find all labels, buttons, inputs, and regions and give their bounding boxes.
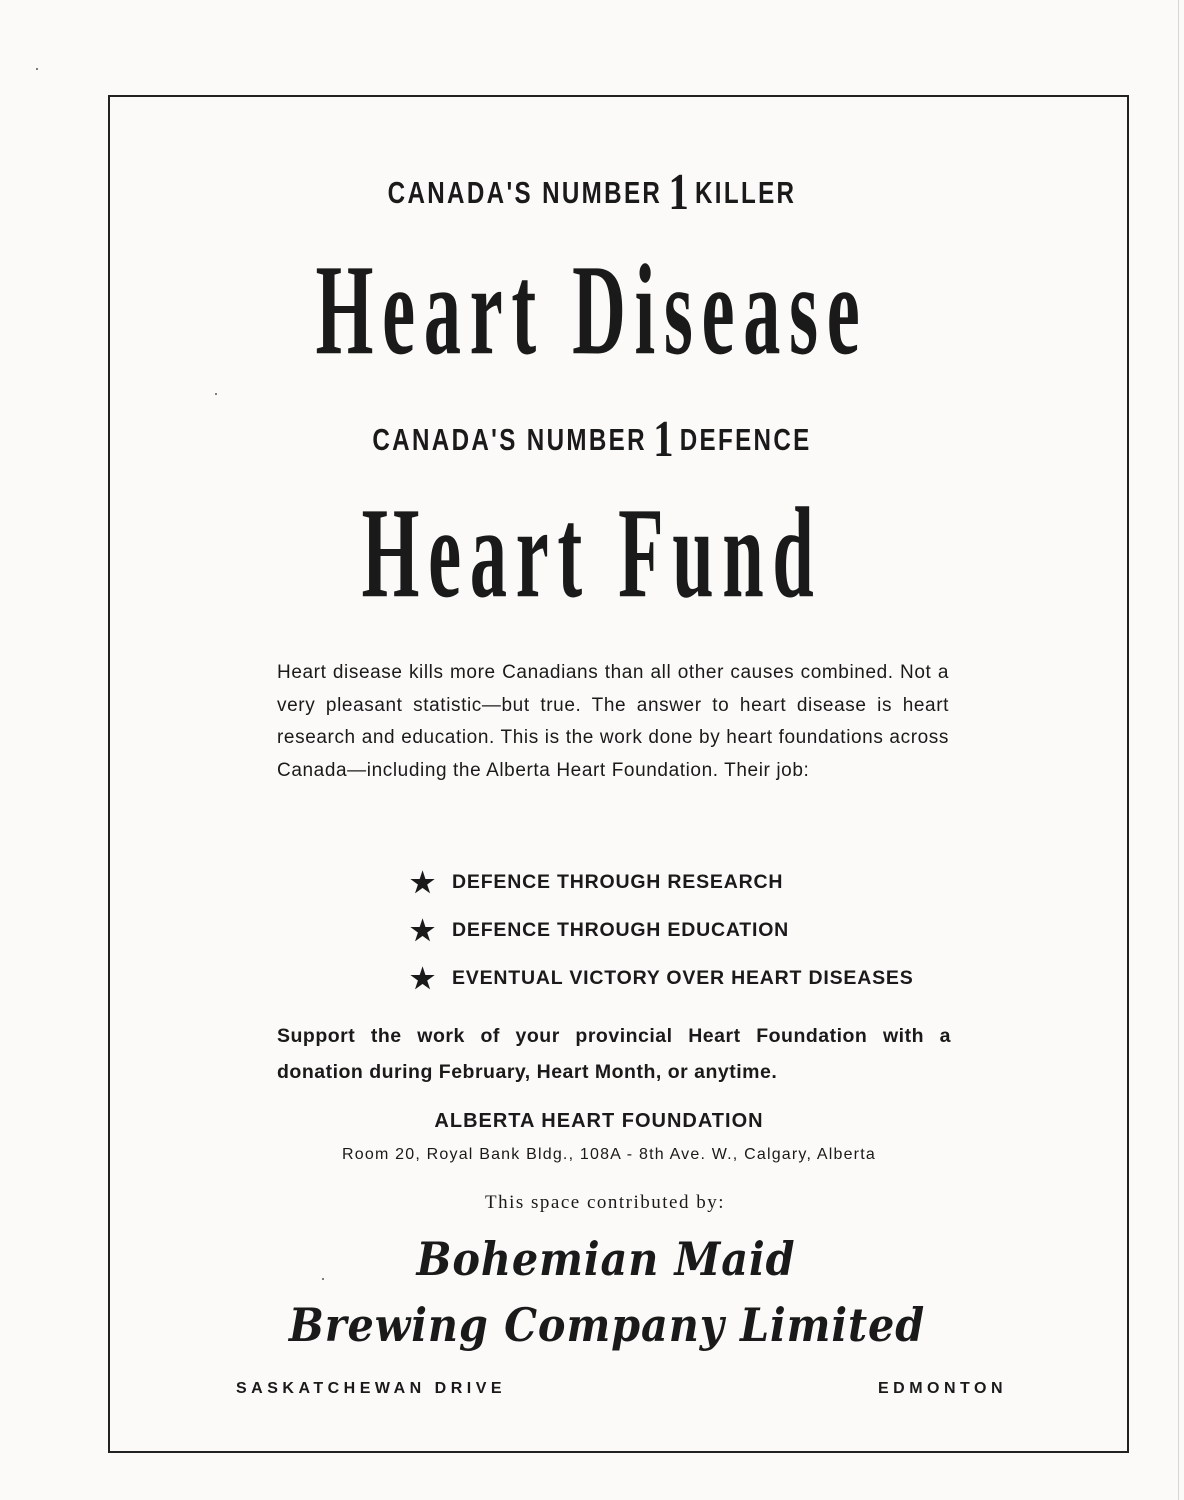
headline-killer-prefix: CANADA'S NUMBER bbox=[387, 175, 663, 210]
headline-killer-number: 1 bbox=[668, 164, 689, 221]
sponsor-address-city: EDMONTON bbox=[878, 1380, 1008, 1397]
contributed-label: This space contributed by: bbox=[484, 1192, 726, 1213]
headline-defence-suffix: DEFENCE bbox=[679, 422, 812, 457]
body-paragraph: Heart disease kills more Canadians than all other causes combined. Not a very pleasant statistic—but true. The answer to heart disease is heart research and education. This is the work done by heart foundations across Canada—including the Alberta Heart Foundation. Their job: bbox=[277, 662, 949, 781]
list-item bbox=[410, 906, 914, 954]
list-item bbox=[410, 858, 914, 906]
paper-speck bbox=[36, 68, 38, 70]
page-edge-shadow bbox=[1178, 0, 1179, 1500]
sponsor-address-street: SASKATCHEWAN DRIVE bbox=[236, 1380, 507, 1397]
headline-heart-disease: Heart Disease bbox=[315, 237, 869, 382]
goal-text: EVENTUAL VICTORY OVER HEART DISEASES bbox=[452, 966, 914, 989]
star-icon: ★ bbox=[410, 962, 436, 994]
headline-defence-number: 1 bbox=[653, 411, 674, 468]
support-line-1: Support the work of your provincial Heart Foundation with a bbox=[277, 1025, 951, 1047]
sponsor-name-line-1: Bohemian Maid bbox=[416, 1232, 796, 1286]
sponsor-name-line-2: Brewing Company Limited bbox=[288, 1298, 926, 1352]
headline-defence-prefix: CANADA'S NUMBER bbox=[372, 422, 647, 457]
list-item bbox=[410, 954, 914, 1002]
goal-text: DEFENCE THROUGH EDUCATION bbox=[452, 918, 790, 941]
star-icon: ★ bbox=[410, 866, 436, 898]
headline-defence bbox=[130, 410, 1054, 469]
support-line-2: donation during February, Heart Month, or anytime. bbox=[277, 1061, 778, 1083]
foundation-address: Room 20, Royal Bank Bldg., 108A - 8th Ave. W., Calgary, Alberta bbox=[342, 1146, 876, 1163]
headline-heart-fund: Heart Fund bbox=[361, 480, 823, 625]
headline-killer bbox=[130, 163, 1054, 222]
support-appeal bbox=[277, 1018, 951, 1090]
goals-list bbox=[410, 858, 914, 1002]
foundation-name: ALBERTA HEART FOUNDATION bbox=[434, 1110, 764, 1132]
goal-text: DEFENCE THROUGH RESEARCH bbox=[452, 870, 784, 893]
star-icon: ★ bbox=[410, 914, 436, 946]
headline-killer-suffix: KILLER bbox=[694, 175, 797, 210]
